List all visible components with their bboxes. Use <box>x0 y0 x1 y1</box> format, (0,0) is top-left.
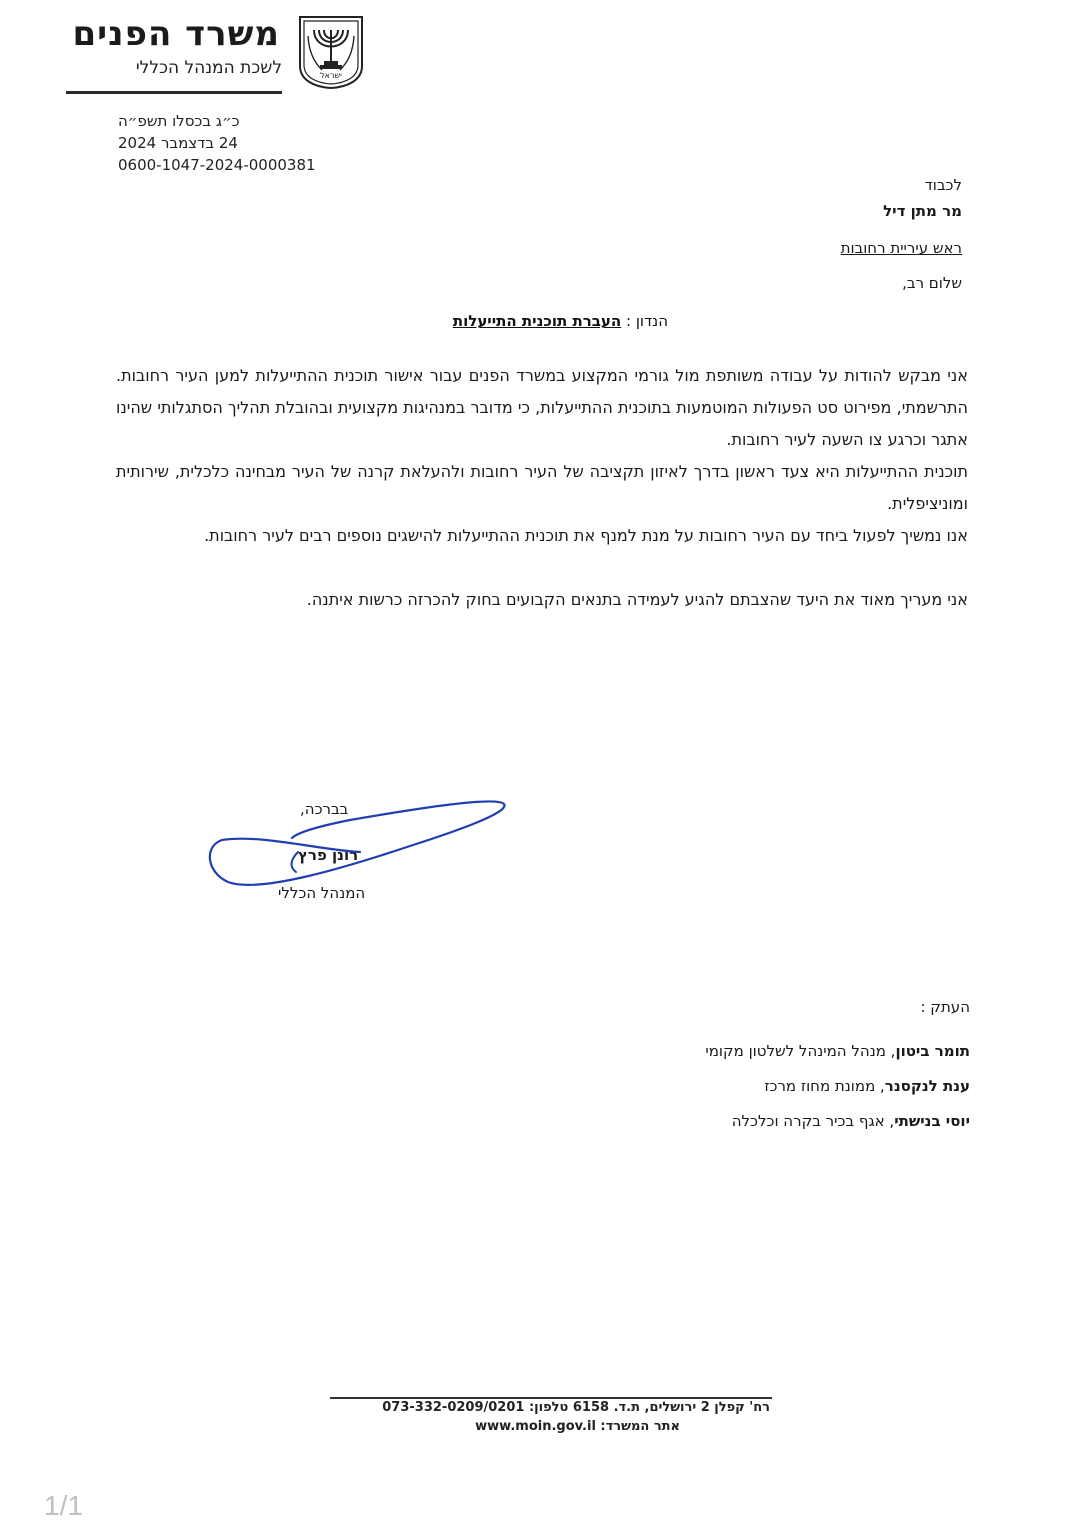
copies-label: העתק : <box>920 998 970 1016</box>
copy-recipient-role: , אגף בכיר בקרה וכלכלה <box>731 1112 895 1130</box>
page-indicator: 1/1 <box>44 1490 83 1521</box>
footer-address: רח' קפלן 2 ירושלים, ת.ד. 6158 טלפון: 073-332-0209/0201 <box>382 1400 770 1415</box>
state-emblem-icon <box>296 14 366 90</box>
footer-website: אתר המשרד: www.moin.gov.il <box>475 1419 680 1434</box>
ministry-name: משרד הפנים <box>72 14 280 54</box>
addressee-title: ראש עיריית רחובות <box>840 239 962 257</box>
copy-recipient-role: , ממונת מחוז מרכז <box>764 1077 885 1095</box>
footer-divider <box>330 1397 772 1399</box>
reference-number: 0600-1047-2024-0000381 <box>118 156 316 174</box>
header-divider <box>66 91 282 94</box>
copy-recipient-name: יוסי בנישתי <box>894 1112 970 1130</box>
copy-recipient-3 <box>732 1112 970 1130</box>
gregorian-date: 24 בדצמבר 2024 <box>118 134 238 152</box>
copy-recipient-role: , מנהל המינהל לשלטון מקומי <box>705 1042 896 1060</box>
subject-line <box>453 312 668 330</box>
closing: בברכה, <box>300 800 349 818</box>
body-paragraph-2: תוכנית ההתייעלות היא צעד ראשון בדרך לאיזון תקציבה של העיר רחובות ולהעלאת קרנה של העיר מבחינה כלכלית, שירותית ומוניציפלית. <box>116 462 968 513</box>
signatory-name: רונן פרץ <box>298 846 359 864</box>
body-paragraph-4: אני מעריך מאוד את היעד שהצבתם להגיע לעמידה בתנאים הקבועים בחוק להכרזה כרשות איתנה. <box>306 590 968 609</box>
greeting: שלום רב, <box>902 274 962 292</box>
body-paragraph-3: אנו נמשיך לפעול ביחד עם העיר רחובות על מנת למנף את תוכנית ההתייעלות להישגים נוספים רבים לעיר רחובות. <box>204 526 968 545</box>
date-block <box>118 110 316 176</box>
hebrew-date: כ״ג בכסלו תשפ״ה <box>118 112 240 130</box>
salutation: לכבוד <box>924 176 962 194</box>
svg-text:ישראל: ישראל <box>320 71 342 80</box>
office-name: לשכת המנהל הכללי <box>135 58 282 78</box>
copy-recipient-2 <box>764 1077 970 1095</box>
addressee-name: מר מתן דיל <box>883 202 962 220</box>
signatory-role: המנהל הכללי <box>278 884 366 902</box>
body-paragraph-1: אני מבקש להודות על עבודה משותפת מול גורמי המקצוע במשרד הפנים עבור אישור תוכנית ההתייעלות למען העיר רחובות. התרשמתי, מפירוט סט הפעולות המוטמעות בתוכנית ההתייעלות, כי מדובר במנהיגות מקצועית ובהובלת תהליך הסתגלותי שהינו אתגר וכרגע צו השעה לעיר רחובות. <box>116 366 968 449</box>
subject-text: העברת תוכנית התייעלות <box>452 312 622 330</box>
copy-recipient-name: תומר ביטון <box>895 1042 970 1060</box>
handwritten-signature <box>200 790 520 900</box>
copy-recipient-1 <box>705 1042 970 1060</box>
subject-label: הנדון : <box>626 312 668 330</box>
copy-recipient-name: ענת לנקסנר <box>884 1077 970 1095</box>
